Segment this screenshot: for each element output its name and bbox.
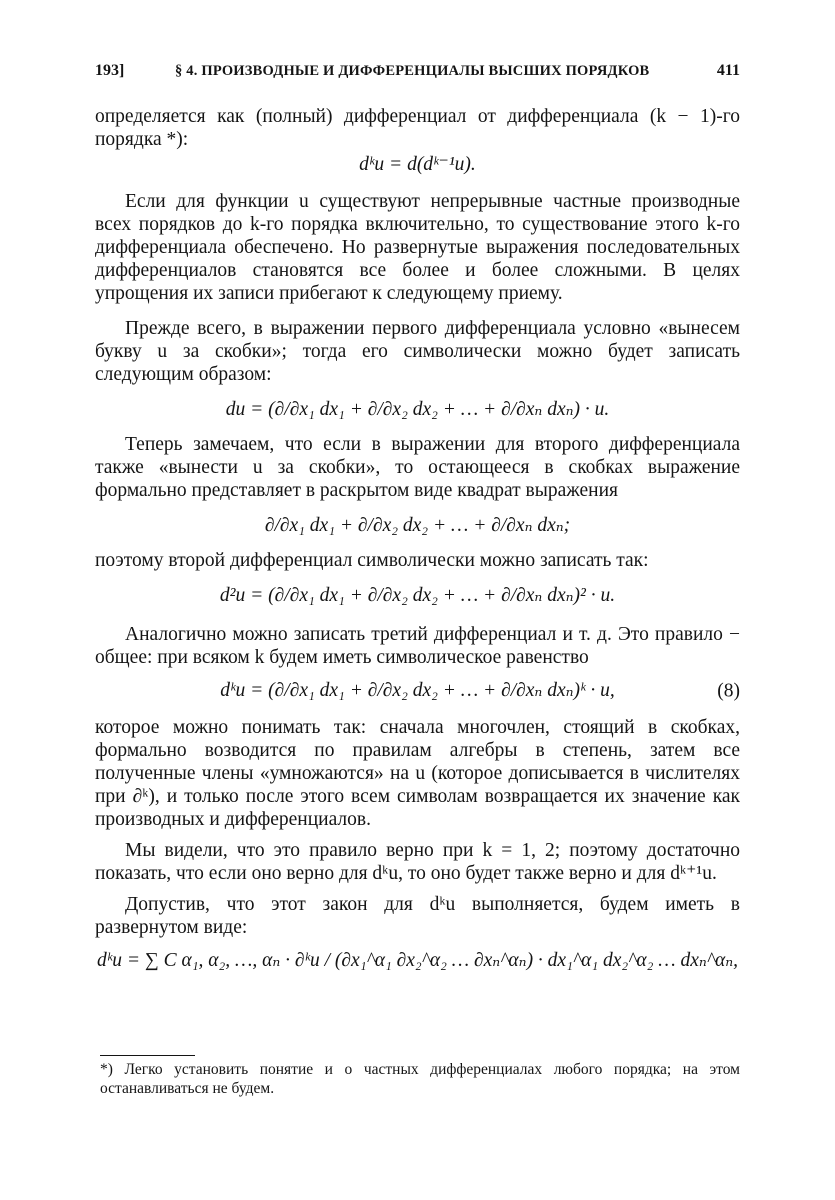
paragraph-7: которое можно понимать так: сначала многочлен, стоящий в скобках, формально возводится по правилам алгебры в степень, затем все полученные члены «умножаются» на u (которое дописывается в числителях при ∂ᵏ), и только после этого всем символам возвращается их значение как производных и дифференциалов. — [95, 717, 740, 830]
paragraph-5: поэтому второй дифференциал символически можно записать так: — [95, 550, 649, 571]
paragraph-8: Мы видели, что это правило верно при k = 1, 2; поэтому достаточно показать, что если оно верно для dᵏu, то оно будет также верно и для dᵏ⁺¹u. — [95, 840, 740, 884]
formula-6: dᵏu = ∑ C α₁, α₂, …, αₙ · ∂ᵏu / (∂x₁^α₁ ∂x₂^α₂ … ∂xₙ^αₙ) · dx₁^α₁ dx₂^α₂ … dxₙ^αₙ, — [96, 950, 739, 971]
main-text — [95, 105, 740, 972]
formula-2: du = (∂/∂x₁ dx₁ + ∂/∂x₂ dx₂ + … + ∂/∂xₙ dxₙ) · u. — [225, 399, 610, 420]
equation-number: (8) — [717, 680, 740, 701]
page-ref: 193] — [95, 62, 125, 79]
paragraph-3: Прежде всего, в выражении первого дифференциала условно «вынесем букву u за скобки»; тогда его символически можно будет записать следующим образом: — [95, 318, 740, 385]
footnote — [100, 1060, 740, 1098]
formula-4: d²u = (∂/∂x₁ dx₁ + ∂/∂x₂ dx₂ + … + ∂/∂xₙ dxₙ)² · u. — [219, 585, 616, 606]
formula-3: ∂/∂x₁ dx₁ + ∂/∂x₂ dx₂ + … + ∂/∂xₙ dxₙ; — [264, 515, 571, 536]
footnote-text: *) Легко установить понятие и о частных дифференциалах любого порядка; на этом останавливаться не будем. — [100, 1061, 740, 1097]
formula-1: dᵏu = d(dᵏ⁻¹u). — [359, 154, 476, 175]
paragraph-4: Теперь замечаем, что если в выражении для второго дифференциала также «вынести u за скобки», то остающееся в скобках выражение формально представляет в раскрытом виде квадрат выражения — [95, 434, 740, 501]
footnote-rule — [100, 1055, 195, 1056]
page-number: 411 — [716, 62, 740, 79]
formula-5: dᵏu = (∂/∂x₁ dx₁ + ∂/∂x₂ dx₂ + … + ∂/∂xₙ dxₙ)ᵏ · u, (8) — [220, 680, 740, 701]
paragraph-9: Допустив, что этот закон для dᵏu выполняется, будем иметь в развернутом виде: — [95, 894, 740, 938]
paragraph-6: Аналогично можно записать третий дифференциал и т. д. Это правило − общее: при всяком k будем иметь символическое равенство — [95, 624, 740, 668]
running-header — [95, 62, 740, 86]
paragraph-1: определяется как (полный) дифференциал от дифференциала (k − 1)-го порядка *): — [95, 106, 740, 150]
paragraph-2: Если для функции u существуют непрерывные частные производные всех порядков до k-го порядка включительно, то существование этого k-го дифференциала обеспечено. Но развернутые выражения последовательных дифференциалов становятся все более и более сложными. В целях упрощения их записи прибегают к следующему приему. — [95, 191, 740, 304]
section-title: § 4. ПРОИЗВОДНЫЕ И ДИФФЕРЕНЦИАЛЫ ВЫСШИХ ПОРЯДКОВ — [175, 63, 650, 79]
